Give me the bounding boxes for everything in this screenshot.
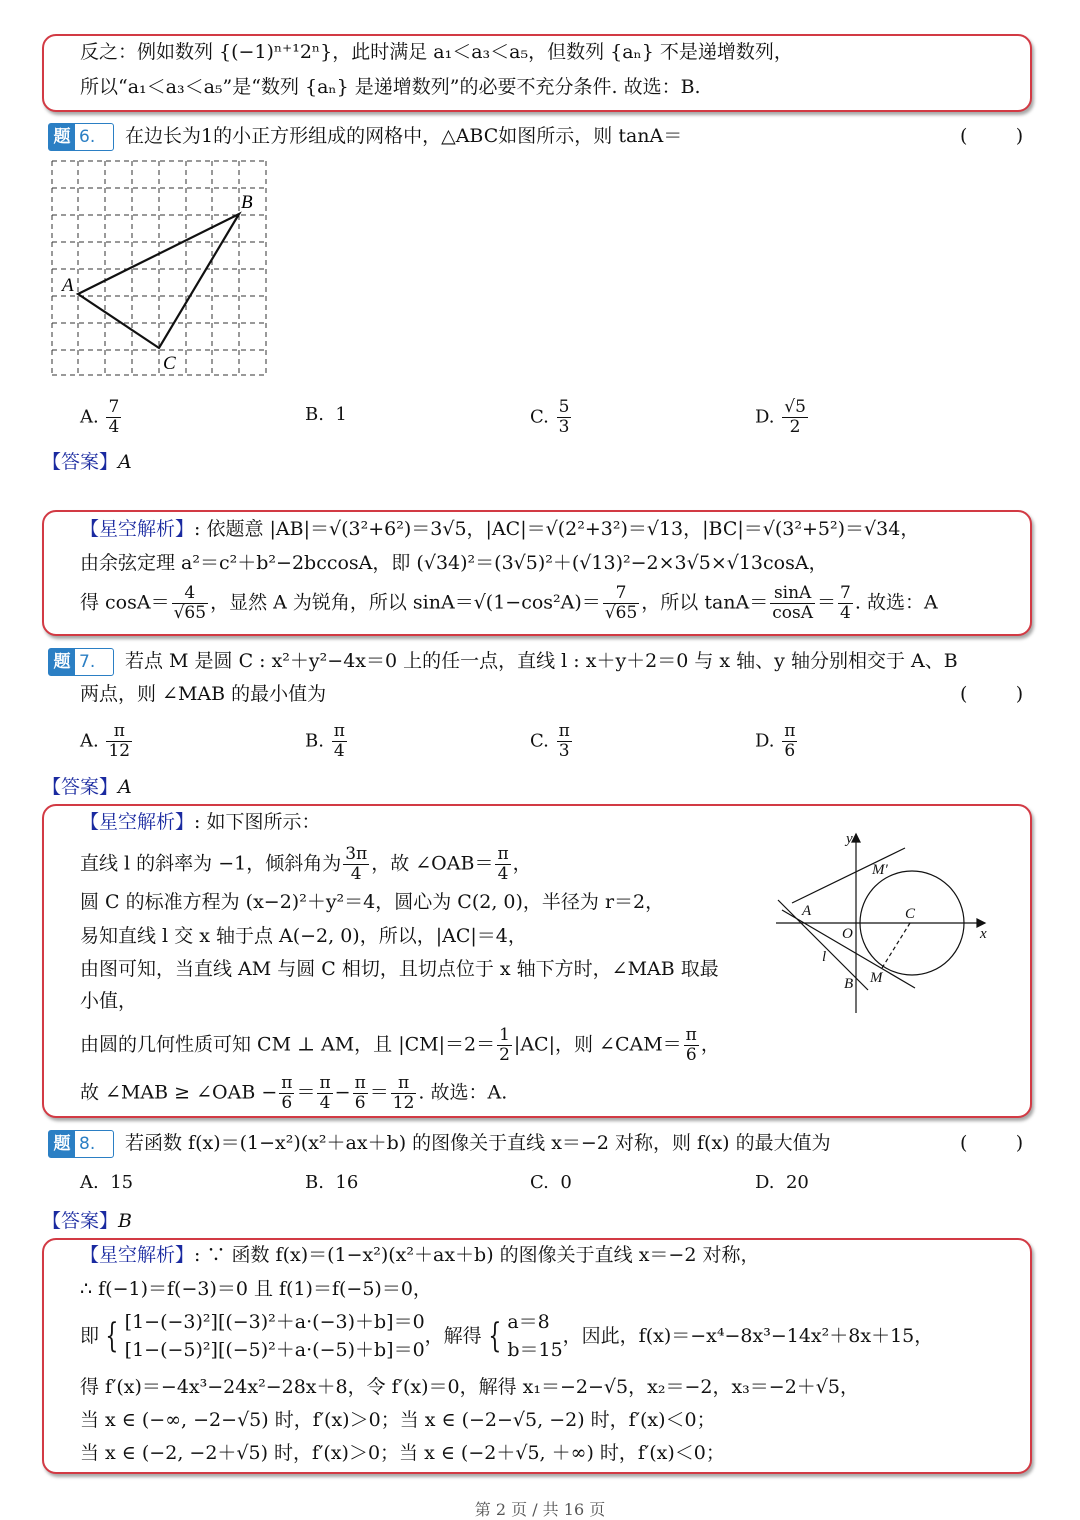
- q6-grid-figure: [48, 158, 270, 380]
- question-6-text: 在边长为1的小正方形组成的网格中，△ABC如图所示，则 tanA＝: [125, 125, 683, 147]
- q8-analysis-line-2: ∴ f(−1)＝f(−3)＝0 且 f(1)＝f(−5)＝0，: [80, 1278, 432, 1300]
- question-6-tag: [48, 123, 114, 151]
- point-label-o: O: [842, 926, 853, 942]
- question-icon: 题: [49, 124, 75, 150]
- q7-analysis-line-3: 圆 C 的标准方程为 (x−2)²＋y²＝4，圆心为 C(2, 0)，半径为 r＝2，: [80, 891, 665, 913]
- q6-analysis-line-3: 得 cosA＝ $\frac{4}{√65}$ ，显然 A 为锐角，所以 sinA＝√(1−cos²A)＝ $\frac{7}{√65}$ ，所以 tanA＝ $\frac{\sin A}{\cos A}$ ＝ $\frac{7}{4}$ . 故选：A: [80, 583, 938, 623]
- question-number: 7.: [79, 652, 96, 672]
- vertex-label-b: B: [241, 192, 253, 213]
- prev-analysis-line-1: 反之：例如数列 {(−1)ⁿ⁺¹2ⁿ}，此时满足 a₁＜a₃＜a₅，但数列 {aₙ} 不是递增数列，: [80, 41, 793, 63]
- q8-option-d[interactable]: D. 20: [755, 1172, 809, 1193]
- question-7-tag: [48, 648, 114, 676]
- q7-option-d[interactable]: D. $\frac{\pi}{6}$: [755, 721, 796, 761]
- q7-option-a[interactable]: A. $\frac{\pi}{12}$: [80, 721, 131, 761]
- q8-answer: 【答案】B: [42, 1210, 132, 1232]
- page-footer: 第 2 页 / 共 16 页: [474, 1500, 606, 1519]
- q6-analysis-line-2: 由余弦定理 a²＝c²＋b²−2bccosA，即 (√34)²＝(3√5)²＋(√13)²−2×3√5×√13cosA，: [80, 552, 828, 574]
- question-number: 8.: [79, 1134, 96, 1154]
- q7-analysis-line-8: 故 ∠MAB ≥ ∠OAB − $\frac{\pi}{6}$ ＝ $\frac{\pi}{4}$ − $\frac{\pi}{6}$ ＝ $\frac{\pi}{12}$ . 故选：A.: [80, 1073, 508, 1113]
- q8-option-b[interactable]: B. 16: [305, 1172, 359, 1193]
- question-8-tag: [48, 1130, 114, 1158]
- q6-answer: 【答案】A: [42, 451, 132, 473]
- q6-option-d[interactable]: D. $\frac{√5}{2}$: [755, 397, 806, 437]
- question-icon: 题: [49, 1131, 75, 1157]
- q7-option-c[interactable]: C. $\frac{\pi}{3}$: [530, 721, 570, 761]
- q7-analysis-line-6: 小值，: [80, 990, 138, 1012]
- axis-label-x: x: [980, 926, 987, 942]
- vertex-label-c: C: [163, 353, 176, 374]
- q7-analysis-line-1: 【星空解析】: 如下图所示：: [80, 811, 321, 833]
- q7-analysis-line-4: 易知直线 l 交 x 轴于点 A(−2, 0)，所以，|AC|＝4，: [80, 925, 527, 947]
- point-label-m-prime: M′: [872, 862, 888, 878]
- q7-option-b[interactable]: B. $\frac{\pi}{4}$: [305, 721, 345, 761]
- point-label-b: B: [844, 976, 854, 992]
- q7-analysis-line-7: 由圆的几何性质可知 CM ⊥ AM，且 |CM|＝2＝ $\frac{1}{2}$ |AC|，则 ∠CAM＝ $\frac{\pi}{6}$ ，: [80, 1025, 720, 1065]
- q8-option-a[interactable]: A. 15: [80, 1172, 134, 1193]
- q7-analysis-line-5: 由图可知，当直线 AM 与圆 C 相切，且切点位于 x 轴下方时，∠MAB 取最: [80, 958, 719, 980]
- answer-paren: ( ): [960, 125, 1024, 147]
- q8-analysis-line-3: 即 { [1−(−3)²][(−3)²＋a·(−3)＋b]＝0 [1−(−5)²][(−5)²＋a·(−5)＋b]＝0 ，解得 { a＝8 b＝15 ，因此，f(x)＝−x⁴−8x³−14x²＋8x＋15，: [80, 1311, 934, 1361]
- answer-paren: ( ): [960, 1132, 1024, 1154]
- question-7-text-1: 若点 M 是圆 C : x²＋y²−4x＝0 上的任一点，直线 l : x＋y＋2＝0 与 x 轴、y 轴分别相交于 A、B: [125, 650, 958, 672]
- vertex-label-a: A: [62, 275, 74, 296]
- question-icon: 题: [49, 649, 75, 675]
- q6-option-a[interactable]: A. $\frac{7}{4}$: [80, 397, 120, 437]
- point-label-m: M: [870, 970, 883, 986]
- q7-answer: 【答案】A: [42, 776, 132, 798]
- line-label-l: l: [822, 949, 827, 965]
- axis-label-y: y: [846, 831, 853, 847]
- question-8-text: 若函数 f(x)＝(1−x²)(x²＋ax＋b) 的图像关于直线 x＝−2 对称，则 f(x) 的最大值为: [125, 1132, 831, 1154]
- q8-analysis-line-6: 当 x ∈ (−2, −2＋√5) 时，f′(x)＞0；当 x ∈ (−2＋√5, ＋∞) 时，f′(x)＜0；: [80, 1442, 725, 1464]
- q6-analysis-line-1: 【星空解析】: 依题意 |AB|＝√(3²+6²)＝3√5，|AC|＝√(2²+3²)＝√13，|BC|＝√(3²+5²)＝√34，: [80, 518, 920, 540]
- q8-analysis-line-4: 得 f′(x)＝−4x³−24x²−28x＋8，令 f′(x)＝0，解得 x₁＝−2−√5，x₂＝−2，x₃＝−2＋√5，: [80, 1376, 859, 1398]
- prev-analysis-line-2: 所以“a₁＜a₃＜a₅”是“数列 {aₙ} 是递增数列”的必要不充分条件. 故选：B.: [80, 76, 701, 98]
- q7-analysis-line-2: 直线 l 的斜率为 −1，倾斜角为 $\frac{3\pi}{4}$ ，故 ∠OAB＝ $\frac{\pi}{4}$ ，: [80, 844, 532, 884]
- point-label-c: C: [905, 906, 916, 922]
- q6-option-c[interactable]: C. $\frac{5}{3}$: [530, 397, 570, 437]
- q7-circle-figure: [770, 828, 1000, 1018]
- answer-paren: ( ): [960, 683, 1024, 705]
- q6-option-b[interactable]: B. 1: [305, 404, 347, 425]
- question-number: 6.: [79, 127, 96, 147]
- q8-analysis-line-1: 【星空解析】: ∵ 函数 f(x)＝(1−x²)(x²＋ax＋b) 的图像关于直线 x＝−2 对称，: [80, 1244, 760, 1266]
- point-label-a: A: [802, 903, 812, 919]
- q8-option-c[interactable]: C. 0: [530, 1172, 572, 1193]
- q8-analysis-line-5: 当 x ∈ (−∞, −2−√5) 时，f′(x)＞0；当 x ∈ (−2−√5, −2) 时，f′(x)＜0；: [80, 1409, 716, 1431]
- question-7-text-2: 两点，则 ∠MAB 的最小值为: [80, 683, 327, 705]
